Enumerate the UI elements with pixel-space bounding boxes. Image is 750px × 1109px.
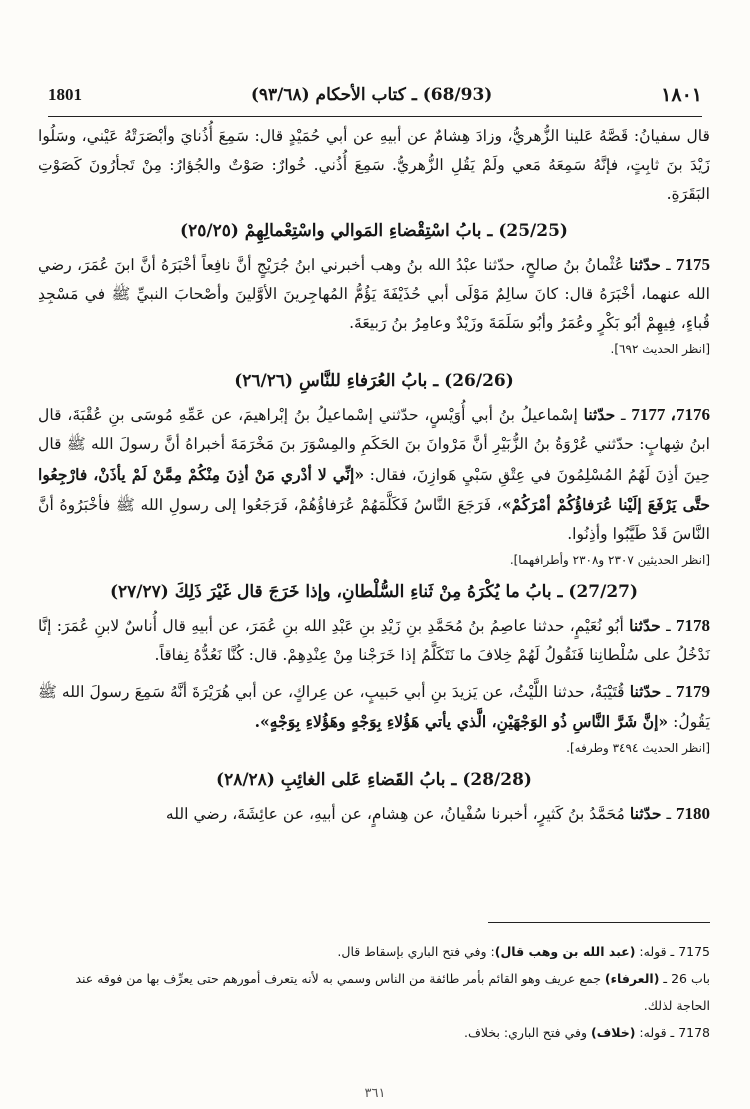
prophetic-quote: «إنَّ شَرَّ النَّاسِ ذُو الوَجْهَيْنِ، الَّذي يأتي هَؤُلاءِ بِوَجْهٍ وهَؤُلاءِ بِوَجْهٍ». — [254, 711, 669, 731]
hadith-number: 7179 — [676, 681, 710, 701]
hadith-text-tail: ، فَرَجَعَ النَّاسُ فَكَلَّمَهُمْ عُرَفاؤُهُمْ، فَرَجَعُوا إلى رسولِ الله ﷺ فأخْبَرُوهُ أنَّ النَّاسَ قَدْ طَيَّبُوا وأذِنُوا. — [38, 495, 710, 544]
footnote-term: (خلاف) — [590, 1025, 636, 1040]
footnote-text: : وفي فتح الباري بإسقاط قال. — [337, 944, 495, 959]
footnote-term: (عبد الله بن وهب قال) — [494, 944, 636, 959]
hadith-7178: 7178 ـ حدّثنا أبُو نُعَيْمٍ، حدثنا عاصِمُ بنُ مُحَمَّدِ بنِ زَيْدِ بنِ عَبْدِ الله بنِ عُمَرَ، عن أبيهِ قال أُناسٌ لابنِ عُمَرَ: إنَّا نَدْخُلُ على سُلْطانِنا فَنَقُولُ لَهُمْ خِلافَ ما نَتَكَلَّمُ إذا خَرَجْنا مِنْ عِنْدِهِمْ. قال: كُنَّا نَعُدُّهُ نِفاقاً. — [38, 616, 711, 665]
prophetic-quote: «إنِّي لا أدْري مَنْ أذِنَ مِنْكُمْ مِمَّنْ لَمْ يأذَنْ، فارْجِعُوا حتَّى يَرْفَعَ إلَيْنا عُرَفاؤُكُمْ أمْرَكُمْ» — [38, 464, 710, 514]
hadith-7179: 7179 ـ حدّثنا قُتَيْبَةُ، حدثنا اللَّيْثُ، عن يَزيدَ بنِ أبي حَبيبٍ، عن عِراكٍ، عن أبي هُرَيْرَةَ أنَّهُ سَمِعَ رسولَ الله ﷺ يَقُولُ: «إنَّ شَرَّ النَّاسِ ذُو الوَجْهَيْنِ، الَّذي يأتي هَؤُلاءِ بِوَجْهٍ وهَؤُلاءِ بِوَجْهٍ». — [38, 681, 710, 731]
haddathana-label: حدّثنا — [629, 804, 662, 824]
hadith-text: قُتَيْبَةُ، حدثنا اللَّيْثُ، عن يَزيدَ بنِ أبي حَبيبٍ، عن عِراكٍ، عن أبي هُرَيْرَةَ أنَّهُ سَمِعَ رسولَ الله ﷺ يَقُولُ: — [38, 682, 710, 731]
chapter-heading-25: (25/25) ـ بابُ اسْتِقْضاءِ المَوالي واسْتِعْمالِهِمْ (٢٥/٢٥) — [180, 220, 568, 241]
bottom-page-number: ٣٦١ — [364, 1086, 386, 1101]
hadith-text: إسْماعيلُ بنُ أبي أُوَيْسٍ، حدّثني إسْماعيلُ بنُ إبْراهيمَ، عن عَمِّهِ مُوسَى بنِ عُقْبَةَ، قال ابنُ شِهابٍ: حدّثني عُرْوَةُ بنُ الزُّبَيْرِ أنَّ مَرْوانَ بنَ الحَكَمِ والمِسْوَرَ بنَ مَخْرَمَةَ أخبراهُ أنَّ رسولَ الله ﷺ قال حِينَ أذِنَ لَهُمُ المُسْلِمُونَ في عِتْقِ سَبْيِ هَوازِنَ، فقال: — [38, 406, 711, 484]
chapter-heading-27: (27/27) ـ بابُ ما يُكْرَهُ مِنْ ثَناءِ السُّلْطانِ، وإذا خَرَجَ قال غَيْرَ ذَلِكَ (٢٧/٢٧) — [109, 582, 639, 603]
footnote-term: (العرفاء) — [604, 971, 660, 986]
footnote-label: 7175 ـ قوله: — [639, 944, 710, 959]
cross-reference: [انظر الحديثين ٢٣٠٧ و٢٣٠٨ وأطرافهما]. — [509, 553, 710, 568]
footnote-text: جمع عريف وهو القائم بأمر طائفة من الناس وسمي به لأنه يتعرف أمورهم حتى يعرِّف بها من فوقه عند الحاجة لذلك. — [75, 971, 710, 1013]
footnote-label: باب 26 ـ — [663, 971, 710, 986]
cross-reference: [انظر الحديث ٦٩٢]. — [610, 342, 710, 357]
haddathana-label: حدّثنا — [629, 254, 661, 274]
header-rule — [48, 116, 702, 117]
hadith-number: 7176، 7177 — [631, 405, 710, 425]
hadith-number: 7175 — [675, 254, 710, 274]
cross-reference: [انظر الحديث ٣٤٩٤ وطرفه]. — [566, 741, 710, 756]
running-title: (68/93) ـ كتاب الأحكام (٩٣/٦٨) — [250, 85, 493, 105]
main-text — [38, 122, 710, 829]
page-header — [48, 78, 702, 112]
hadith-text: عُثْمانُ بنُ صالحٍ، حدّثنا عبْدُ الله بنُ وهب أخبرني ابنُ جُرَيْجٍ أنَّ نافِعاً أخْبَرَهُ أنَّ ابنَ عُمَرَ، رضي الله عنهما، أخْبَرَهُ قال: كانَ سالِمٌ مَوْلَى أبي حُذَيْفَةَ يَؤُمُّ المُهاجِرينَ الأوَّلينَ وأصْحابَ النبيِّ ﷺ في مَسْجِدِ قُباءٍ، فِيهِمْ أبُو بَكْرٍ وعُمَرُ وأبُو سَلَمَةَ وزَيْدٌ وعامِرُ بنُ رَبيعَةَ. — [38, 255, 710, 333]
haddathana-label: حدّثنا — [583, 405, 616, 425]
footnote-7175 — [40, 938, 710, 965]
page-number-latin: 1801 — [48, 85, 82, 104]
page-number-arabic: ١٨٠١ — [661, 84, 702, 106]
footnote-rule — [488, 922, 710, 923]
footnote-label: 7178 ـ قوله: — [639, 1025, 710, 1040]
chapter-heading-28: (28/28) ـ بابُ القَضاءِ عَلى الغائِبِ (٢٨/٢٨) — [216, 770, 532, 791]
hadith-number: 7178 — [676, 616, 711, 636]
hadith-text: أبُو نُعَيْمٍ، حدثنا عاصِمُ بنُ مُحَمَّدِ بنِ زَيْدِ بنِ عَبْدِ الله بنِ عُمَرَ، عن أبيهِ قال أُناسٌ لابنِ عُمَرَ: إنَّا نَدْخُلُ على سُلْطانِنا فَنَقُولُ لَهُمْ خِلافَ ما نَتَكَلَّمُ إذا خَرَجْنا مِنْ عِنْدِهِمْ. قال: كُنَّا نَعُدُّهُ نِفاقاً. — [38, 617, 710, 665]
hadith-7175: 7175 ـ حدّثنا عُثْمانُ بنُ صالحٍ، حدّثنا عبْدُ الله بنُ وهب أخبرني ابنُ جُرَيْجٍ أنَّ نافِعاً أخْبَرَهُ أنَّ ابنَ عُمَرَ، رضي الله عنهما، أخْبَرَهُ قال: كانَ سالِمٌ مَوْلَى أبي حُذَيْفَةَ يَؤُمُّ المُهاجِرينَ الأوَّلينَ وأصْحابَ النبيِّ ﷺ في مَسْجِدِ قُباءٍ، فِيهِمْ أبُو بَكْرٍ وعُمَرُ وأبُو سَلَمَةَ وزَيْدٌ وعامِرُ بنُ رَبيعَةَ. — [38, 254, 710, 333]
footnote-bab-26 — [40, 965, 710, 1019]
paragraph-continuation: قال سفيانُ: قَصَّهُ عَلينا الزُّهريُّ، وزادَ هِشامٌ عن أبيهِ عن أبي حُمَيْدٍ قال: سَمِعَ أُذُنايَ وأبْصَرَتْهُ عَيْني، وسَلُوا زَيْدَ بنَ ثابِتٍ، فإنَّهُ سَمِعَهُ مَعي ولَمْ يَقُلِ الزُّهريُّ. سَمِعَ أُذُني. خُوارٌ: صَوْتٌ والجُؤارُ: مِنْ تَجأرُونَ كَصَوْتِ البَقَرَةِ. — [38, 127, 710, 204]
chapter-heading-26: (26/26) ـ بابُ العُرَفاءِ للنَّاسِ (٢٦/٢٦) — [234, 371, 514, 392]
footnotes — [40, 938, 710, 1046]
footnote-text: وفي فتح الباري: بخلاف. — [464, 1025, 587, 1040]
haddathana-label: حدّثنا — [629, 616, 661, 636]
hadith-7176-7177: 7176، 7177 ـ حدّثنا إسْماعيلُ بنُ أبي أُوَيْسٍ، حدّثني إسْماعيلُ بنُ إبْراهيمَ، عن عَمِّهِ مُوسَى بنِ عُقْبَةَ، قال ابنُ شِهابٍ: حدّثني عُرْوَةُ بنُ الزُّبَيْرِ أنَّ مَرْوانَ بنَ الحَكَمِ والمِسْوَرَ بنَ مَخْرَمَةَ أخبراهُ أنَّ رسولَ الله ﷺ قال حِينَ أذِنَ لَهُمُ المُسْلِمُونَ في عِتْقِ سَبْيِ هَوازِنَ، فقال: «إنِّي لا أدْري مَنْ أذِنَ مِنْكُمْ مِمَّنْ لَمْ يأذَنْ، فارْجِعُوا حتَّى يَرْفَعَ إلَيْنا عُرَفاؤُكُمْ أمْرَكُمْ»، فَرَجَعَ النَّاسُ فَكَلَّمَهُمْ عُرَفاؤُهُمْ، فَرَجَعُوا إلى رسولِ الله ﷺ فأخْبَرُوهُ أنَّ النَّاسَ قَدْ طَيَّبُوا وأذِنُوا. — [38, 405, 711, 544]
haddathana-label: حدّثنا — [629, 681, 662, 701]
footnote-7178 — [40, 1019, 710, 1046]
hadith-number: 7180 — [676, 804, 710, 824]
hadith-text: مُحَمَّدُ بنُ كَثيرٍ، أخبرنا سُفْيانُ، عن هِشامٍ، عن أبيهِ، عن عائِشَةَ، رضي الله — [165, 805, 625, 824]
hadith-7180: 7180 ـ حدّثنا مُحَمَّدُ بنُ كَثيرٍ، أخبرنا سُفْيانُ، عن هِشامٍ، عن أبيهِ، عن عائِشَةَ، رضي الله — [165, 804, 710, 824]
